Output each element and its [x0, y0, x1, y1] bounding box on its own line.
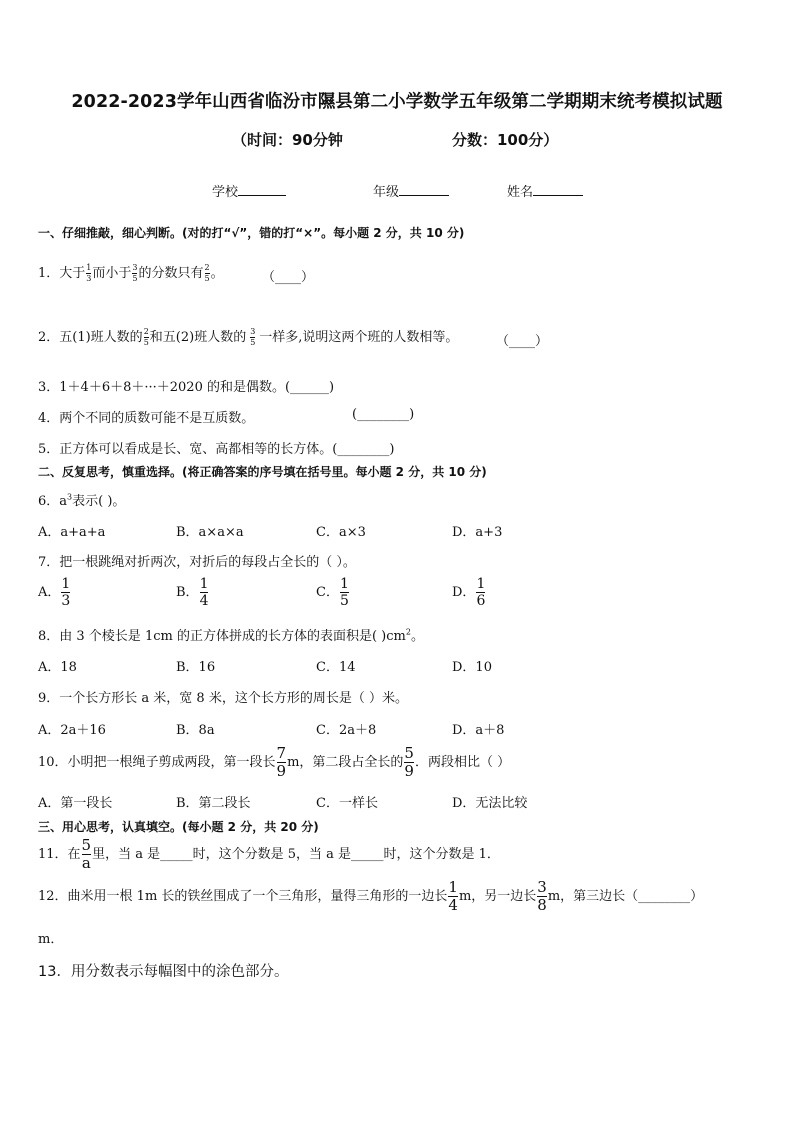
question-3: 3．1＋4＋6＋8＋···＋2020 的和是偶数。(______): [38, 380, 335, 395]
q9-option-d[interactable]: D．a＋8: [452, 723, 505, 738]
question-11: 11．在 $\frac{5}{a}$ 里，当 a 是_____时，这个分数是 5，当 a 是_____时，这个分数是 1．: [38, 836, 500, 872]
fraction: $\frac{5}{9}$: [404, 744, 414, 780]
question-8: 8．由 3 个棱长是 1cm 的正方体拼成的长方体的表面积是( )$cm^2$。: [38, 627, 424, 644]
q10-option-d[interactable]: D．无法比较: [452, 796, 528, 811]
q7-option-d[interactable]: D． $\frac{1}{6}$: [452, 576, 486, 609]
q9-option-c[interactable]: C．2a＋8: [316, 723, 377, 738]
q6-option-d[interactable]: D．a+3: [452, 525, 503, 540]
fraction: $\frac{1}{4}$: [199, 576, 209, 609]
question-4: 4．两个不同的质数可能不是互质数。: [38, 411, 255, 426]
question-12-unit: m．: [38, 932, 64, 947]
fraction: $\frac{2}{5}$: [143, 327, 149, 347]
q10-option-a[interactable]: A．第一段长: [38, 796, 113, 811]
answer-blank-1[interactable]: （____）: [262, 270, 315, 285]
q6-option-a[interactable]: A．a+a+a: [38, 525, 106, 540]
fraction: $\frac{1}{3}$: [86, 263, 92, 283]
question-7: 7．把一根跳绳对折两次，对折后的每段占全长的（ ）。: [38, 555, 356, 570]
q6-option-c[interactable]: C．a×3: [316, 525, 366, 540]
school-field[interactable]: 学校: [212, 181, 286, 200]
section-3-heading: 三、用心思考，认真填空。(每小题 2 分，共 20 分): [38, 820, 319, 834]
q9-option-b[interactable]: B．8a: [176, 723, 215, 738]
exam-score: 分数：100分）: [452, 131, 559, 149]
question-2: 2．五(1)班人数的 $\frac{2}{5}$ 和五(2)班人数的 $\frac{3}{5}$ 一样多,说明这两个班的人数相等。: [38, 327, 459, 347]
question-1: 1．大于 $\frac{1}{3}$ 而小于 $\frac{3}{5}$ 的分数只有 $\frac{2}{5}$ 。: [38, 263, 224, 283]
q9-option-a[interactable]: A．2a＋16: [38, 723, 106, 738]
question-6: 6．$a^3$表示( )。: [38, 492, 126, 509]
q7-option-c[interactable]: C． $\frac{1}{5}$: [316, 576, 349, 609]
q10-option-b[interactable]: B．第二段长: [176, 796, 251, 811]
fraction: $\frac{1}{4}$: [448, 878, 458, 914]
question-13: 13．用分数表示每幅图中的涂色部分。: [38, 964, 289, 980]
question-9: 9．一个长方形长 a 米，宽 8 米，这个长方形的周长是（ ）米。: [38, 691, 408, 706]
fraction: $\frac{1}{5}$: [339, 576, 349, 609]
answer-blank-4[interactable]: (________): [352, 407, 415, 422]
fraction: $\frac{3}{5}$: [250, 327, 256, 347]
q8-option-c[interactable]: C．14: [316, 660, 356, 675]
section-1-heading: 一、仔细推敲，细心判断。(对的打“√”，错的打“×”。每小题 2 分，共 10 分): [38, 226, 465, 240]
fraction: $\frac{3}{8}$: [537, 878, 547, 914]
q8-option-d[interactable]: D．10: [452, 660, 492, 675]
fraction: $\frac{2}{5}$: [204, 263, 210, 283]
grade-field[interactable]: 年级: [373, 181, 449, 200]
answer-blank-2[interactable]: （____）: [496, 334, 549, 349]
q7-option-a[interactable]: A． $\frac{1}{3}$: [38, 576, 71, 609]
fraction: $\frac{7}{9}$: [276, 744, 287, 780]
q8-option-a[interactable]: A．18: [38, 660, 77, 675]
question-5: 5．正方体可以看成是长、宽、高都相等的长方体。(________): [38, 442, 395, 457]
name-field[interactable]: 姓名: [507, 181, 583, 200]
exam-time: （时间：90分钟: [232, 131, 343, 149]
fraction: $\frac{1}{6}$: [476, 576, 486, 609]
section-2-heading: 二、反复思考，慎重选择。(将正确答案的序号填在括号里。每小题 2 分，共 10 分): [38, 465, 487, 479]
exam-title: 2022-2023学年山西省临汾市隰县第二小学数学五年级第二学期期末统考模拟试题: [71, 92, 723, 112]
q8-option-b[interactable]: B．16: [176, 660, 216, 675]
question-12: 12．曲米用一根 1m 长的铁丝围成了一个三角形，量得三角形的一边长 $\frac{1}{4}$ m，另一边长 $\frac{3}{8}$ m，第三边长（________）: [38, 878, 704, 914]
fraction: $\frac{3}{5}$: [132, 263, 138, 283]
fraction: $\frac{5}{a}$: [81, 836, 92, 872]
question-10: 10．小明把一根绳子剪成两段，第一段长 $\frac{7}{9}$ m，第二段占全长的 $\frac{5}{9}$ ．两段相比（ ）: [38, 744, 511, 780]
fraction: $\frac{1}{3}$: [61, 576, 71, 609]
q10-option-c[interactable]: C．一样长: [316, 796, 378, 811]
q7-option-b[interactable]: B． $\frac{1}{4}$: [176, 576, 209, 609]
q6-option-b[interactable]: B．a×a×a: [176, 525, 244, 540]
